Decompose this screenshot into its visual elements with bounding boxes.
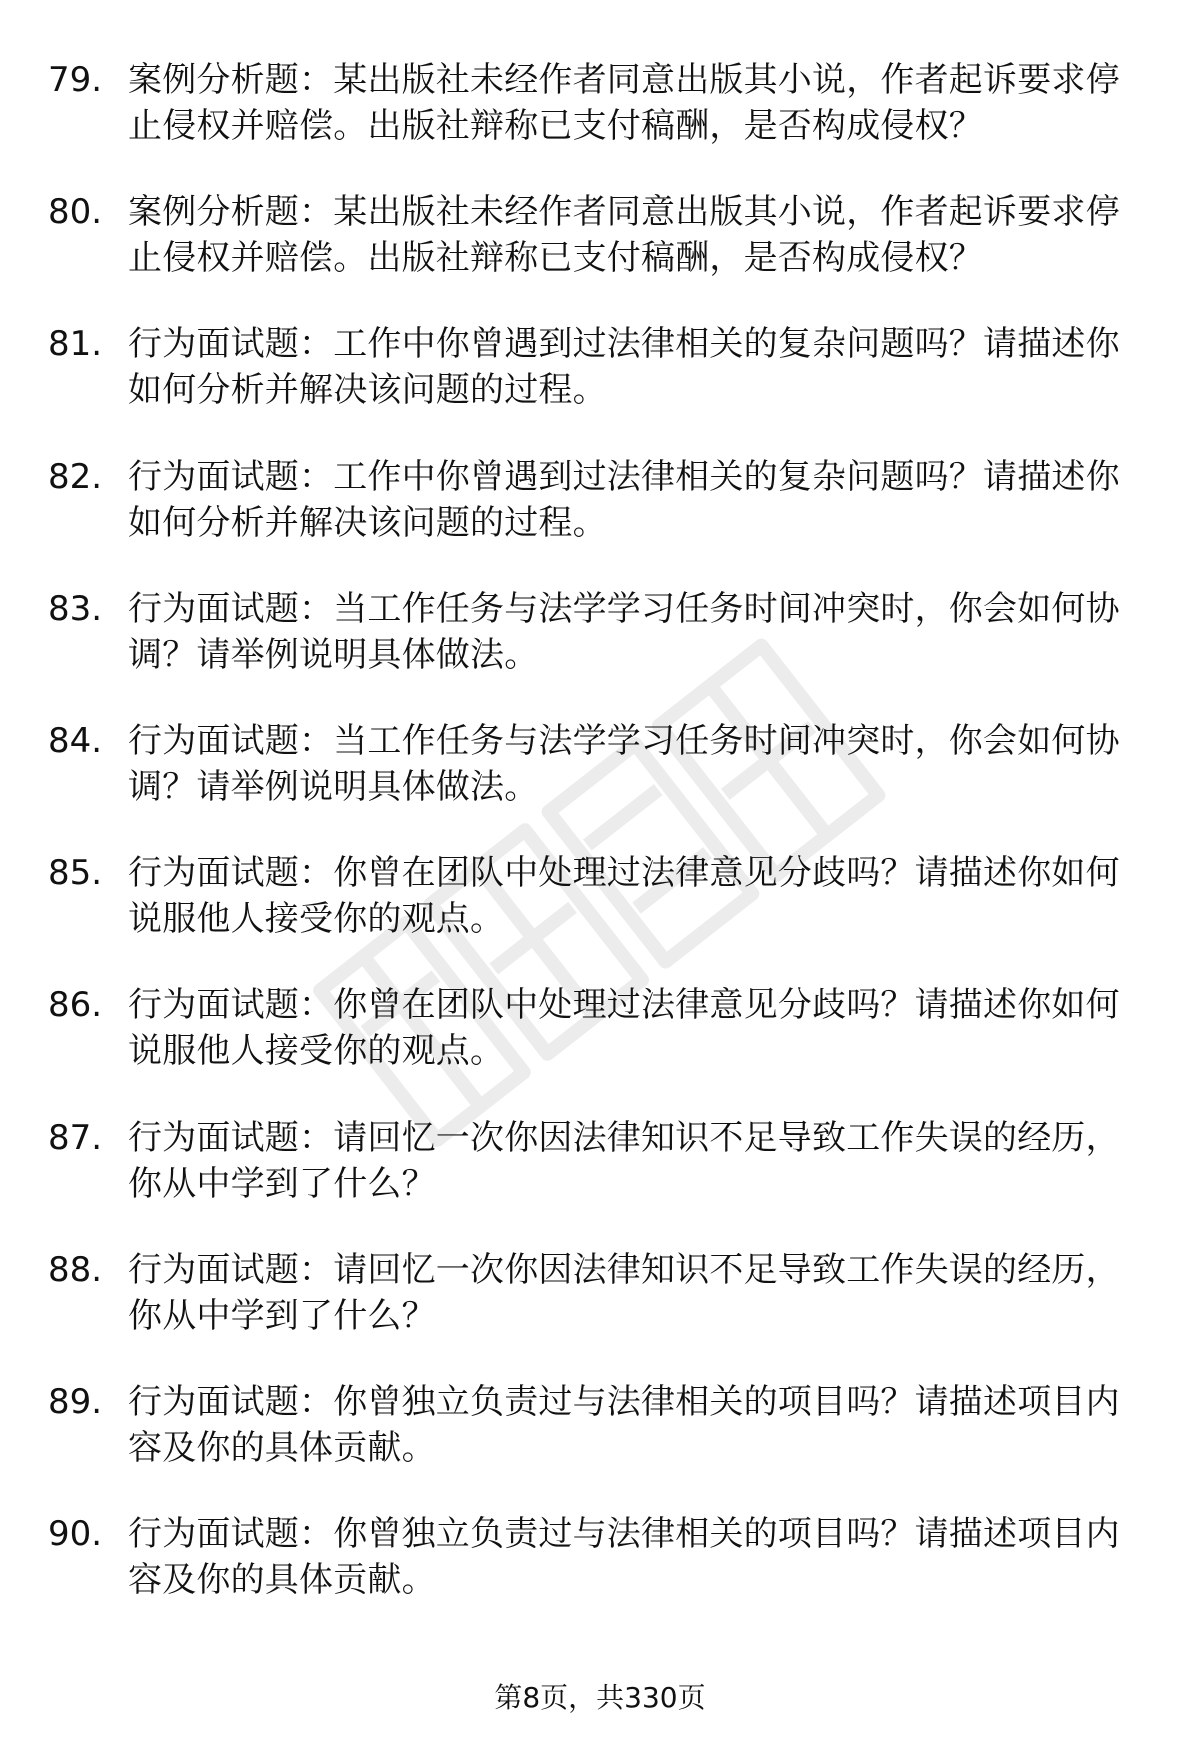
list-item	[48, 850, 1138, 982]
list-item	[48, 189, 1138, 321]
question-text: 案例分析题：某出版社未经作者同意出版其小说，作者起诉要求停止侵权并赔偿。出版社辩称已支付稿酬，是否构成侵权？	[128, 60, 1120, 146]
question-number: 82.	[48, 456, 103, 497]
list-item	[48, 1115, 1138, 1247]
list-item	[48, 57, 1138, 189]
question-number: 87.	[48, 1117, 103, 1158]
question-number: 88.	[48, 1249, 103, 1290]
question-text: 行为面试题：你曾独立负责过与法律相关的项目吗？请描述项目内容及你的具体贡献。	[128, 1514, 1120, 1601]
list-item	[48, 1511, 1138, 1643]
question-text: 案例分析题：某出版社未经作者同意出版其小说，作者起诉要求停止侵权并赔偿。出版社辩称已支付稿酬，是否构成侵权？	[128, 192, 1120, 279]
question-number: 89.	[48, 1381, 103, 1422]
question-text: 行为面试题：你曾在团队中处理过法律意见分歧吗？请描述你如何说服他人接受你的观点。	[128, 853, 1120, 940]
question-number: 79.	[48, 60, 103, 100]
question-text: 行为面试题：当工作任务与法学学习任务时间冲突时，你会如何协调？请举例说明具体做法。	[128, 588, 1120, 675]
list-item	[48, 1247, 1138, 1379]
list-item	[48, 982, 1138, 1114]
question-number: 80.	[48, 192, 103, 233]
question-number: 83.	[48, 588, 103, 629]
question-list	[48, 57, 1138, 1643]
list-item	[48, 1379, 1138, 1511]
question-text: 行为面试题：当工作任务与法学学习任务时间冲突时，你会如何协调？请举例说明具体做法。	[128, 720, 1120, 807]
question-number: 86.	[48, 985, 103, 1026]
question-text: 行为面试题：请回忆一次你因法律知识不足导致工作失误的经历，你从中学到了什么？	[128, 1249, 1120, 1336]
list-item	[48, 586, 1138, 718]
question-text: 行为面试题：工作中你曾遇到过法律相关的复杂问题吗？请描述你如何分析并解决该问题的过程。	[128, 456, 1120, 543]
question-text: 行为面试题：请回忆一次你因法律知识不足导致工作失误的经历，你从中学到了什么？	[128, 1117, 1120, 1204]
question-text: 行为面试题：工作中你曾遇到过法律相关的复杂问题吗？请描述你如何分析并解决该问题的过程。	[128, 324, 1120, 411]
list-item	[48, 454, 1138, 586]
question-number: 81.	[48, 324, 103, 365]
question-text: 行为面试题：你曾在团队中处理过法律意见分歧吗？请描述你如何说服他人接受你的观点。	[128, 985, 1120, 1072]
question-number: 90.	[48, 1514, 103, 1555]
page-number-footer: 第8页，共330页	[494, 1681, 706, 1714]
list-item	[48, 321, 1138, 453]
list-item	[48, 718, 1138, 850]
question-number: 85.	[48, 853, 103, 894]
question-number: 84.	[48, 720, 103, 761]
question-text: 行为面试题：你曾独立负责过与法律相关的项目吗？请描述项目内容及你的具体贡献。	[128, 1381, 1120, 1468]
